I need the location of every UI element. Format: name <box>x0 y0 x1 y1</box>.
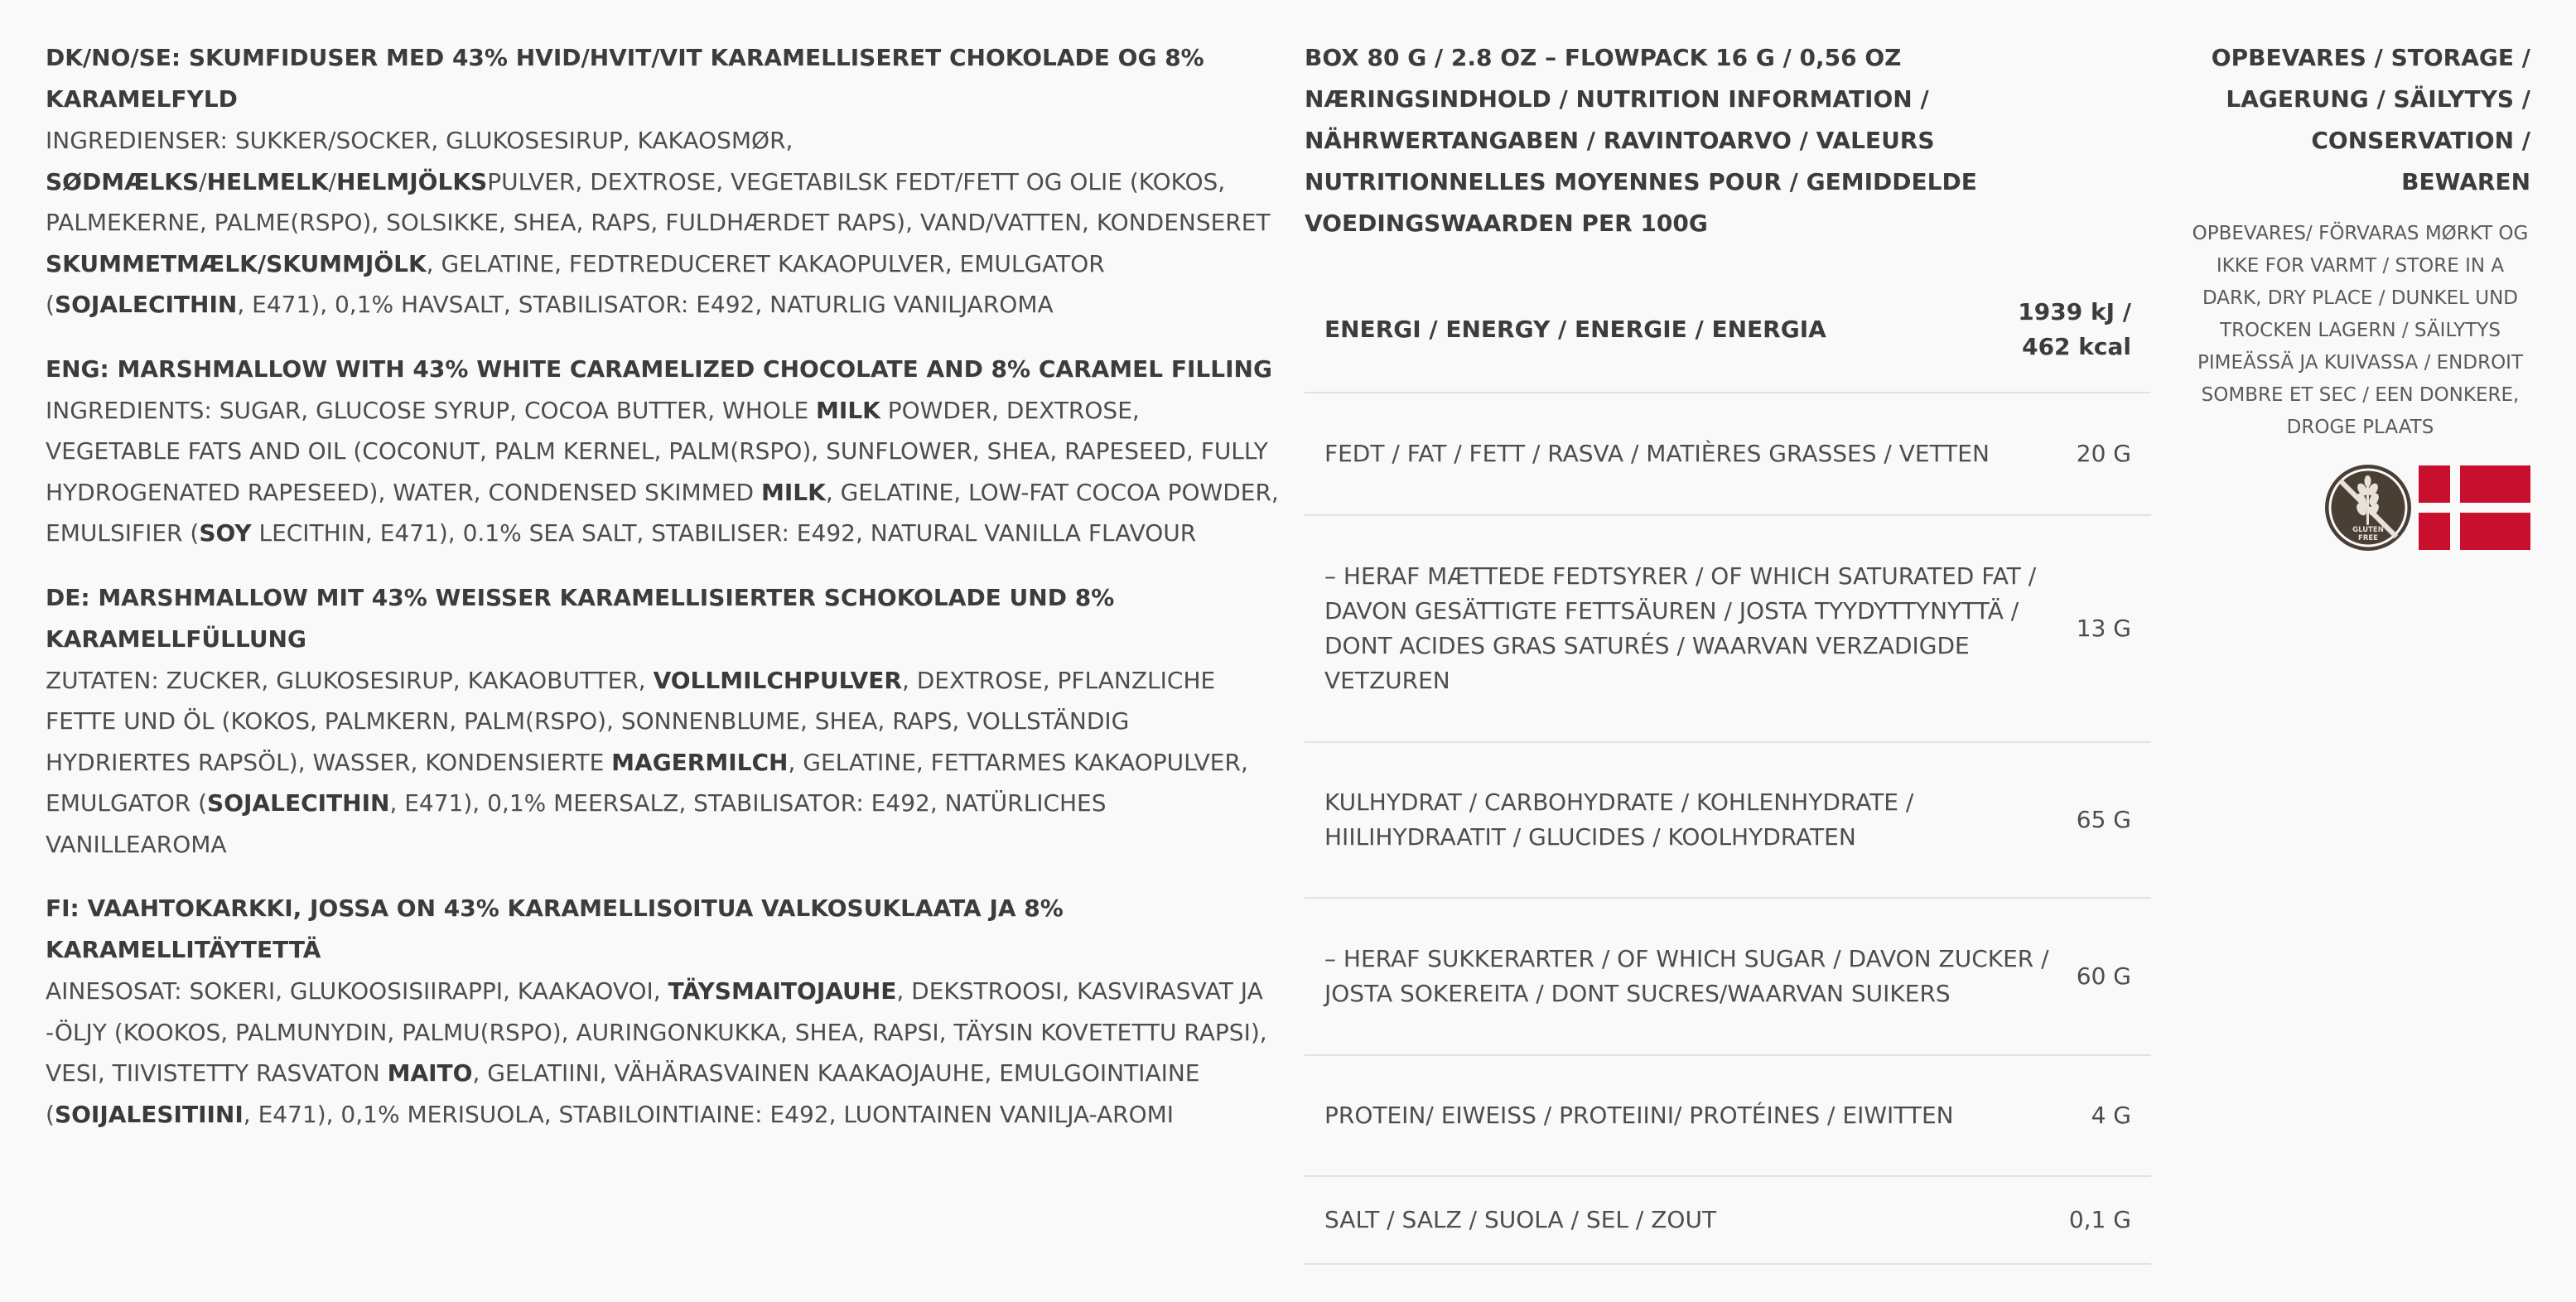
free-label: FREE <box>2358 534 2378 542</box>
ingredient-text: , E471), 0,1% HAVSALT, STABILISATOR: E492, NATURLIG VANILJAROMA <box>237 291 1054 318</box>
ingredient-text: , E471), 0,1% MERISUOLA, STABILOINTIAINE: E492, LUONTAINEN VANILJA-AROMI <box>243 1100 1175 1128</box>
allergen-text: SOJALECITHIN <box>54 291 238 318</box>
ingredient-text: INGREDIENTS: SUGAR, GLUCOSE SYRUP, COCOA BUTTER, WHOLE <box>46 396 817 424</box>
nutrition-row-fat <box>1305 393 2151 516</box>
en-ingredients-text <box>46 390 1280 554</box>
storage-instructions: OPBEVARES/ FÖRVARAS MØRKT OG IKKE FOR VARMT / STORE IN A DARK, DRY PLACE / DUNKEL UND TROCKEN LAGERN / SÄILYTYS PIMEÄSSÄ JA KUIVASSA / ENDROIT SOMBRE ET SEC / EEN DONKERE, DROGE PLAATS <box>2192 223 2529 438</box>
nutrition-value: 0,1 G <box>2068 1206 2131 1233</box>
allergen-text: MILK <box>760 478 826 506</box>
nutrition-label: FEDT / FAT / FETT / RASVA / MATIÈRES GRASSES / VETTEN <box>1324 440 1990 467</box>
allergen-text: SØDMÆLKS <box>46 167 200 195</box>
nutrition-value: 1939 kJ / 462 kcal <box>2018 298 2131 360</box>
en-product-title: ENG: MARSHMALLOW WITH 43% WHITE CARAMELIZED CHOCOLATE AND 8% CARAMEL FILLING <box>46 354 1272 383</box>
nutrition-value: 60 G <box>2076 962 2131 990</box>
storage-title: OPBEVARES / STORAGE / LAGERUNG / SÄILYTYS / CONSERVATION / BEWAREN <box>2211 44 2530 195</box>
allergen-text: HELMJÖLKS <box>335 167 488 195</box>
allergen-text: MAGERMILCH <box>611 748 789 776</box>
ingredient-text: ZUTATEN: ZUCKER, GLUKOSESIRUP, KAKAOBUTTER, <box>46 666 654 694</box>
ingredients-en <box>46 349 1280 554</box>
ingredient-text: , DEXTROSE, PFLANZLICHE FETTE UND ÖL (KOKOS, PALMKERN, PALM(RSPO), SONNENBLUME, SHEA, RAPS, VOLLSTÄNDIG HYDRIERTES RAPSÖL), WASSER, KONDENSIERTE <box>46 666 1216 776</box>
ingredient-text: , GELATIINI, VÄHÄRASVAINEN KAAKAOJAUHE, EMULGOINTIAINE ( <box>46 1059 1200 1128</box>
storage-column <box>2178 37 2530 444</box>
ingredients-column <box>46 37 1280 1158</box>
nutrition-label: – HERAF SUKKERARTER / OF WHICH SUGAR / DAVON ZUCKER / JOSTA SOKEREITA / DONT SUCRES/WAARVAN SUIKERS <box>1324 945 2049 1007</box>
nutrition-label: ENERGI / ENERGY / ENERGIE / ENERGIA <box>1324 316 1826 343</box>
ingredient-text: , GELATINE, FETTARMES KAKAOPULVER, EMULGATOR ( <box>46 748 1248 817</box>
nutrition-row-energy <box>1305 268 2151 393</box>
nutrition-row-salt <box>1305 1177 2151 1265</box>
danish-flag-icon <box>2419 465 2530 550</box>
ingredient-text: / <box>199 167 207 195</box>
allergen-text: HELMELK <box>206 167 329 195</box>
allergen-text: TÄYSMAITOJAUHE <box>668 977 897 1005</box>
allergen-text: SOJALECITHIN <box>207 789 390 817</box>
dk-ingredients-text <box>46 120 1280 326</box>
nutrition-table <box>1305 268 2151 1265</box>
allergen-text: SOIJALESITIINI <box>54 1100 244 1128</box>
ingredient-text: INGREDIENSER: SUKKER/SOCKER, GLUKOSESIRUP, KAKAOSMØR, <box>46 127 794 154</box>
nutrition-label: PROTEIN/ EIWEISS / PROTEIINI/ PROTÉINES / EIWITTEN <box>1324 1102 1954 1129</box>
de-product-title: DE: MARSHMALLOW MIT 43% WEISSER KARAMELLISIERTER SCHOKOLADE UND 8% KARAMELLFÜLLUNG <box>46 583 1115 653</box>
gluten-label: GLUTEN <box>2352 526 2384 534</box>
fi-product-title: FI: VAAHTOKARKKI, JOSSA ON 43% KARAMELLISOITUA VALKOSUKLAATA JA 8% KARAMELLITÄYTETTÄ <box>46 895 1064 963</box>
nutrition-label: SALT / SALZ / SUOLA / SEL / ZOUT <box>1324 1206 1717 1233</box>
allergen-text: VOLLMILCHPULVER <box>653 666 902 694</box>
ingredient-text: PULVER, DEXTROSE, VEGETABILSK FEDT/FETT OG OLIE (KOKOS, PALMEKERNE, PALME(RSPO), SOLSIKKE, SHEA, RAPS, FULDHÆRDET RAPS), VAND/VATTEN, KONDENSERET <box>46 167 1271 236</box>
ingredients-fi <box>46 888 1280 1135</box>
certification-logos <box>2322 462 2530 553</box>
nutrition-value: 4 G <box>2091 1102 2131 1129</box>
nutrition-value: 13 G <box>2076 615 2131 642</box>
allergen-text: MILK <box>816 396 880 424</box>
ingredient-text: , E471), 0,1% MEERSALZ, STABILISATOR: E492, NATÜRLICHES VANILLEAROMA <box>46 789 1107 858</box>
ingredient-text: / <box>328 167 336 195</box>
ingredient-text: , GELATINE, LOW-FAT COCOA POWDER, EMULSIFIER ( <box>46 478 1279 547</box>
nutrition-column <box>1305 37 2151 1265</box>
nutrition-header: BOX 80 G / 2.8 OZ – FLOWPACK 16 G / 0,56 OZ NÆRINGSINDHOLD / NUTRITION INFORMATION / NÄHRWERTANGABEN / RAVINTOARVO / VALEURS NUTRITIONNELLES MOYENNES POUR / GEMIDDELDE VOEDINGSWAARDEN PER 100G <box>1305 44 1977 237</box>
ingredient-text: POWDER, DEXTROSE, VEGETABLE FATS AND OIL (COCONUT, PALM KERNEL, PALM(RSPO), SUNFLOWER, SHEA, RAPESEED, FULLY HYDROGENATED RAPESEED), WATER, CONDENSED SKIMMED <box>46 396 1268 506</box>
ingredients-dk <box>46 37 1280 326</box>
nutrition-label: KULHYDRAT / CARBOHYDRATE / KOHLENHYDRATE / HIILIHYDRAATIT / GLUCIDES / KOOLHYDRATEN <box>1324 788 1914 851</box>
nutrition-row-saturated-fat <box>1305 516 2151 743</box>
dk-product-title: DK/NO/SE: SKUMFIDUSER MED 43% HVID/HVIT/VIT KARAMELLISERET CHOKOLADE OG 8% KARAMELFYLD <box>46 44 1204 113</box>
nutrition-row-protein <box>1305 1056 2151 1177</box>
nutrition-row-sugar <box>1305 899 2151 1056</box>
nutrition-label: – HERAF MÆTTEDE FEDTSYRER / OF WHICH SATURATED FAT / DAVON GESÄTTIGTE FETTSÄUREN / JOSTA TYYDYTTYNYTTÄ / DONT ACIDES GRAS SATURÉS / WAARVAN VERZADIGDE VETZUREN <box>1324 562 2037 694</box>
gluten-free-icon <box>2322 462 2414 553</box>
fi-ingredients-text <box>46 971 1280 1135</box>
ingredient-text: , DEKSTROOSI, KASVIRASVAT JA -ÖLJY (KOOKOS, PALMUNYDIN, PALMU(RSPO), AURINGONKUKKA, SHEA, RAPSI, TÄYSIN KOVETETTU RAPSI), VESI, TIIVISTETTY RASVATON <box>46 977 1267 1087</box>
nutrition-value: 20 G <box>2076 440 2131 467</box>
ingredient-text: LECITHIN, E471), 0.1% SEA SALT, STABILISER: E492, NATURAL VANILLA FLAVOUR <box>251 519 1197 547</box>
allergen-text: MAITO <box>387 1059 473 1087</box>
ingredients-de <box>46 577 1280 866</box>
de-ingredients-text <box>46 660 1280 866</box>
ingredient-text: AINESOSAT: SOKERI, GLUKOOSISIIRAPPI, KAAKAOVOI, <box>46 977 668 1005</box>
ingredient-text: , GELATINE, FEDTREDUCERET KAKAOPULVER, EMULGATOR ( <box>46 249 1105 318</box>
allergen-text: SKUMMETMÆLK/SKUMMJÖLK <box>46 249 427 277</box>
nutrition-row-carbohydrate <box>1305 743 2151 899</box>
allergen-text: SOY <box>199 519 252 547</box>
nutrition-value: 65 G <box>2076 806 2131 833</box>
